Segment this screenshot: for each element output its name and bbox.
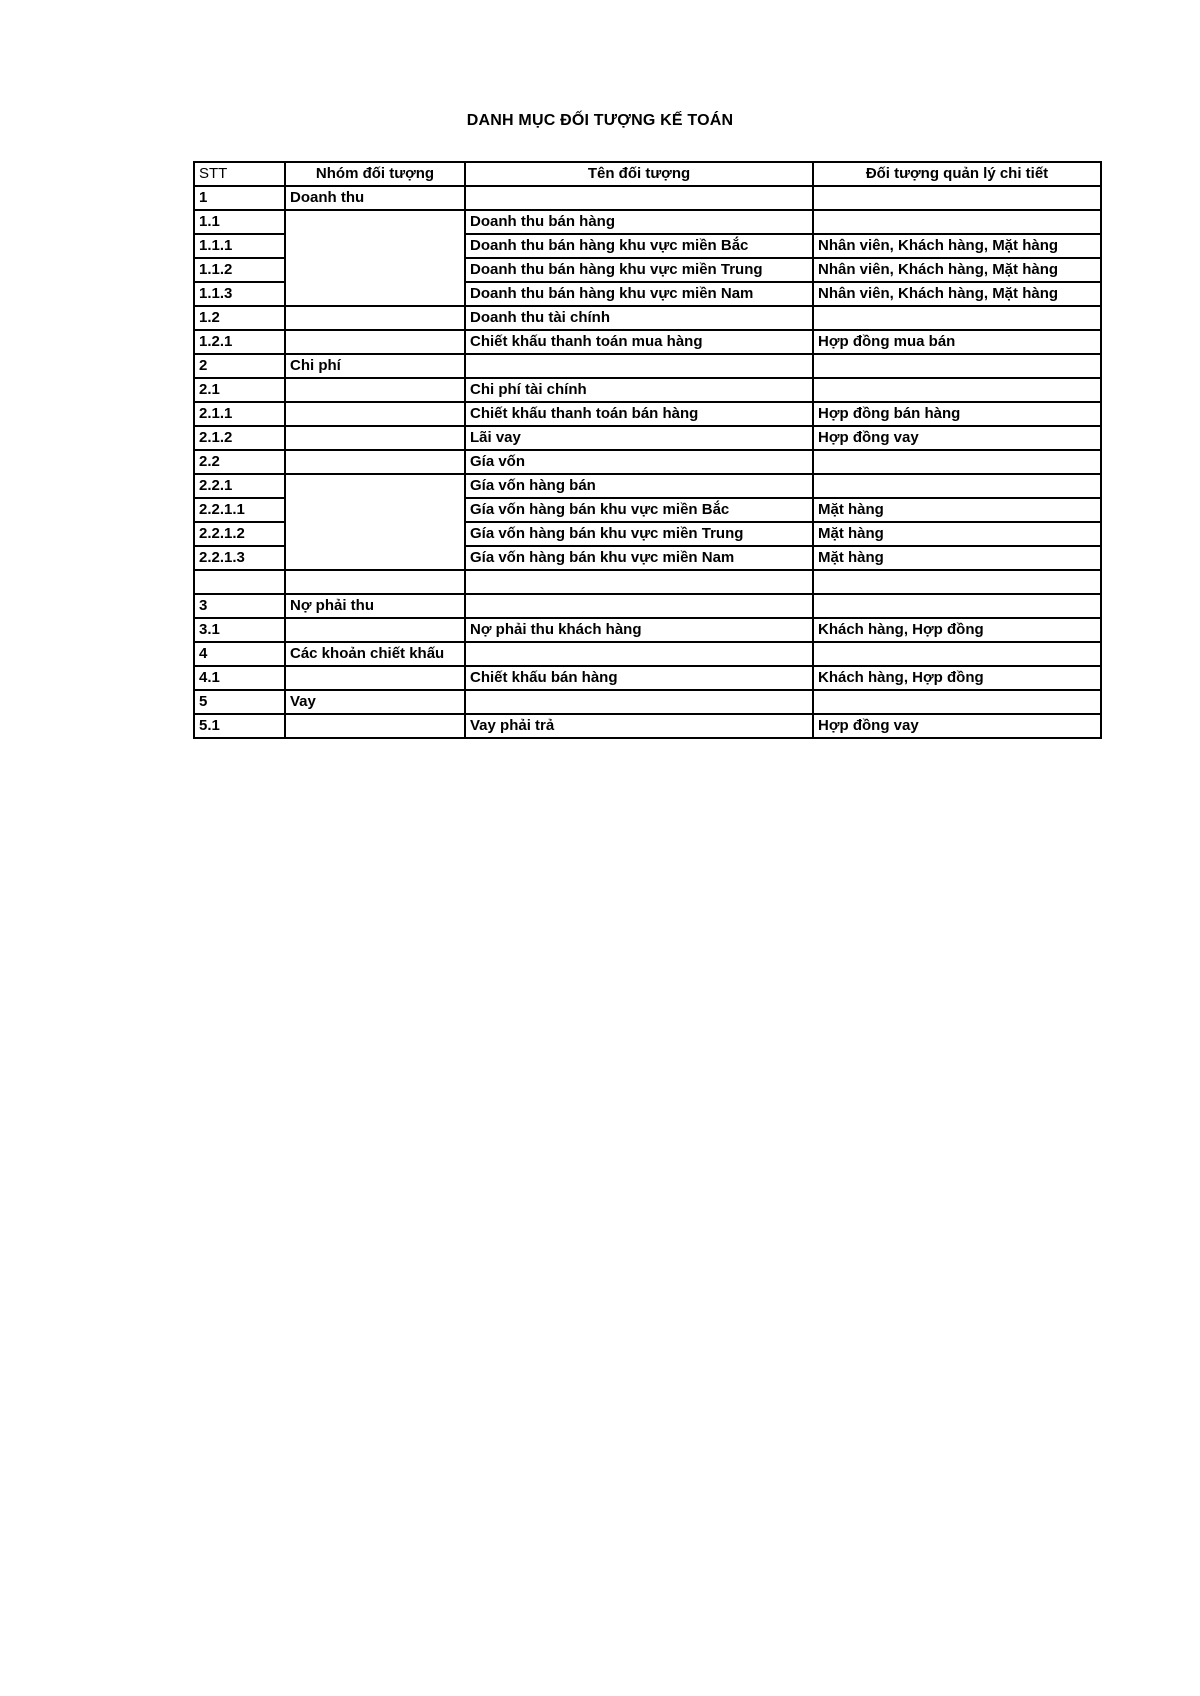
table-row	[194, 642, 1101, 666]
cell-name: Gía vốn hàng bán khu vực miền Bắc	[465, 498, 813, 522]
header-stt: STT	[194, 162, 285, 186]
cell-name	[465, 354, 813, 378]
cell-stt: 1.2	[194, 306, 285, 330]
cell-detail	[813, 570, 1101, 594]
cell-detail: Hợp đồng vay	[813, 714, 1101, 738]
cell-group: Các khoản chiết khấu	[285, 642, 465, 666]
cell-group: Chi phí	[285, 354, 465, 378]
table-row	[194, 354, 1101, 378]
cell-stt: 5	[194, 690, 285, 714]
cell-detail	[813, 450, 1101, 474]
cell-group: Vay	[285, 690, 465, 714]
cell-detail	[813, 306, 1101, 330]
cell-stt: 2.1.2	[194, 426, 285, 450]
cell-detail	[813, 642, 1101, 666]
table-row	[194, 666, 1101, 690]
cell-detail: Hợp đồng vay	[813, 426, 1101, 450]
cell-stt: 2.1	[194, 378, 285, 402]
cell-group: Nợ phải thu	[285, 594, 465, 618]
cell-detail	[813, 210, 1101, 234]
cell-stt: 2.2	[194, 450, 285, 474]
cell-detail	[813, 354, 1101, 378]
cell-group	[285, 618, 465, 642]
cell-detail	[813, 378, 1101, 402]
header-group: Nhóm đối tượng	[285, 162, 465, 186]
cell-name: Chi phí tài chính	[465, 378, 813, 402]
cell-group	[285, 306, 465, 330]
cell-stt: 1.1.2	[194, 258, 285, 282]
cell-detail	[813, 186, 1101, 210]
cell-name: Chiết khấu thanh toán mua hàng	[465, 330, 813, 354]
cell-group	[285, 330, 465, 354]
cell-name: Gía vốn hàng bán	[465, 474, 813, 498]
table-row	[194, 306, 1101, 330]
cell-name	[465, 690, 813, 714]
page-title: DANH MỤC ĐỐI TƯỢNG KẾ TOÁN	[466, 112, 734, 129]
table-header-row	[194, 162, 1101, 186]
table-row	[194, 714, 1101, 738]
cell-detail: Nhân viên, Khách hàng, Mặt hàng	[813, 282, 1101, 306]
cell-detail	[813, 594, 1101, 618]
table-row	[194, 618, 1101, 642]
cell-detail	[813, 474, 1101, 498]
cell-name	[465, 642, 813, 666]
accounting-objects-table	[193, 161, 1102, 739]
table-row	[194, 402, 1101, 426]
cell-stt: 1.1.1	[194, 234, 285, 258]
cell-group	[285, 450, 465, 474]
cell-group-merged	[285, 474, 465, 570]
cell-name: Chiết khấu bán hàng	[465, 666, 813, 690]
cell-stt: 3.1	[194, 618, 285, 642]
table-row	[194, 378, 1101, 402]
cell-stt: 1.1	[194, 210, 285, 234]
table-row	[194, 690, 1101, 714]
cell-name: Gía vốn	[465, 450, 813, 474]
cell-detail: Nhân viên, Khách hàng, Mặt hàng	[813, 258, 1101, 282]
cell-name	[465, 570, 813, 594]
cell-group	[285, 570, 465, 594]
cell-stt: 5.1	[194, 714, 285, 738]
cell-stt: 1	[194, 186, 285, 210]
cell-group: Doanh thu	[285, 186, 465, 210]
cell-detail: Khách hàng, Hợp đồng	[813, 618, 1101, 642]
table-row	[194, 330, 1101, 354]
cell-name: Gía vốn hàng bán khu vực miền Trung	[465, 522, 813, 546]
cell-detail: Hợp đồng bán hàng	[813, 402, 1101, 426]
cell-stt: 2	[194, 354, 285, 378]
table-row	[194, 450, 1101, 474]
cell-stt: 2.2.1.2	[194, 522, 285, 546]
cell-stt: 4.1	[194, 666, 285, 690]
cell-name: Doanh thu bán hàng khu vực miền Trung	[465, 258, 813, 282]
cell-stt: 2.2.1.1	[194, 498, 285, 522]
table-row	[194, 594, 1101, 618]
cell-name	[465, 186, 813, 210]
cell-name: Chiết khấu thanh toán bán hàng	[465, 402, 813, 426]
cell-detail	[813, 690, 1101, 714]
cell-name	[465, 594, 813, 618]
cell-name: Nợ phải thu khách hàng	[465, 618, 813, 642]
header-detail: Đối tượng quản lý chi tiết	[813, 162, 1101, 186]
cell-stt	[194, 570, 285, 594]
cell-detail: Mặt hàng	[813, 546, 1101, 570]
cell-detail: Nhân viên, Khách hàng, Mặt hàng	[813, 234, 1101, 258]
cell-group	[285, 666, 465, 690]
cell-name: Doanh thu bán hàng	[465, 210, 813, 234]
cell-name: Vay phải trả	[465, 714, 813, 738]
cell-group	[285, 378, 465, 402]
header-name: Tên đối tượng	[465, 162, 813, 186]
cell-detail: Hợp đồng mua bán	[813, 330, 1101, 354]
cell-detail: Khách hàng, Hợp đồng	[813, 666, 1101, 690]
cell-group	[285, 426, 465, 450]
cell-stt: 4	[194, 642, 285, 666]
cell-detail: Mặt hàng	[813, 522, 1101, 546]
cell-stt: 2.1.1	[194, 402, 285, 426]
cell-name: Doanh thu bán hàng khu vực miền Nam	[465, 282, 813, 306]
cell-name: Doanh thu tài chính	[465, 306, 813, 330]
cell-stt: 2.2.1	[194, 474, 285, 498]
cell-group	[285, 714, 465, 738]
table-row	[194, 186, 1101, 210]
table-row	[194, 210, 1101, 234]
cell-name: Lãi vay	[465, 426, 813, 450]
cell-group-merged	[285, 210, 465, 306]
table-row	[194, 426, 1101, 450]
cell-stt: 1.2.1	[194, 330, 285, 354]
cell-detail: Mặt hàng	[813, 498, 1101, 522]
cell-name: Doanh thu bán hàng khu vực miền Bắc	[465, 234, 813, 258]
cell-stt: 3	[194, 594, 285, 618]
cell-stt: 2.2.1.3	[194, 546, 285, 570]
cell-group	[285, 402, 465, 426]
table-row	[194, 474, 1101, 498]
cell-stt: 1.1.3	[194, 282, 285, 306]
table-row-empty	[194, 570, 1101, 594]
cell-name: Gía vốn hàng bán khu vực miền Nam	[465, 546, 813, 570]
